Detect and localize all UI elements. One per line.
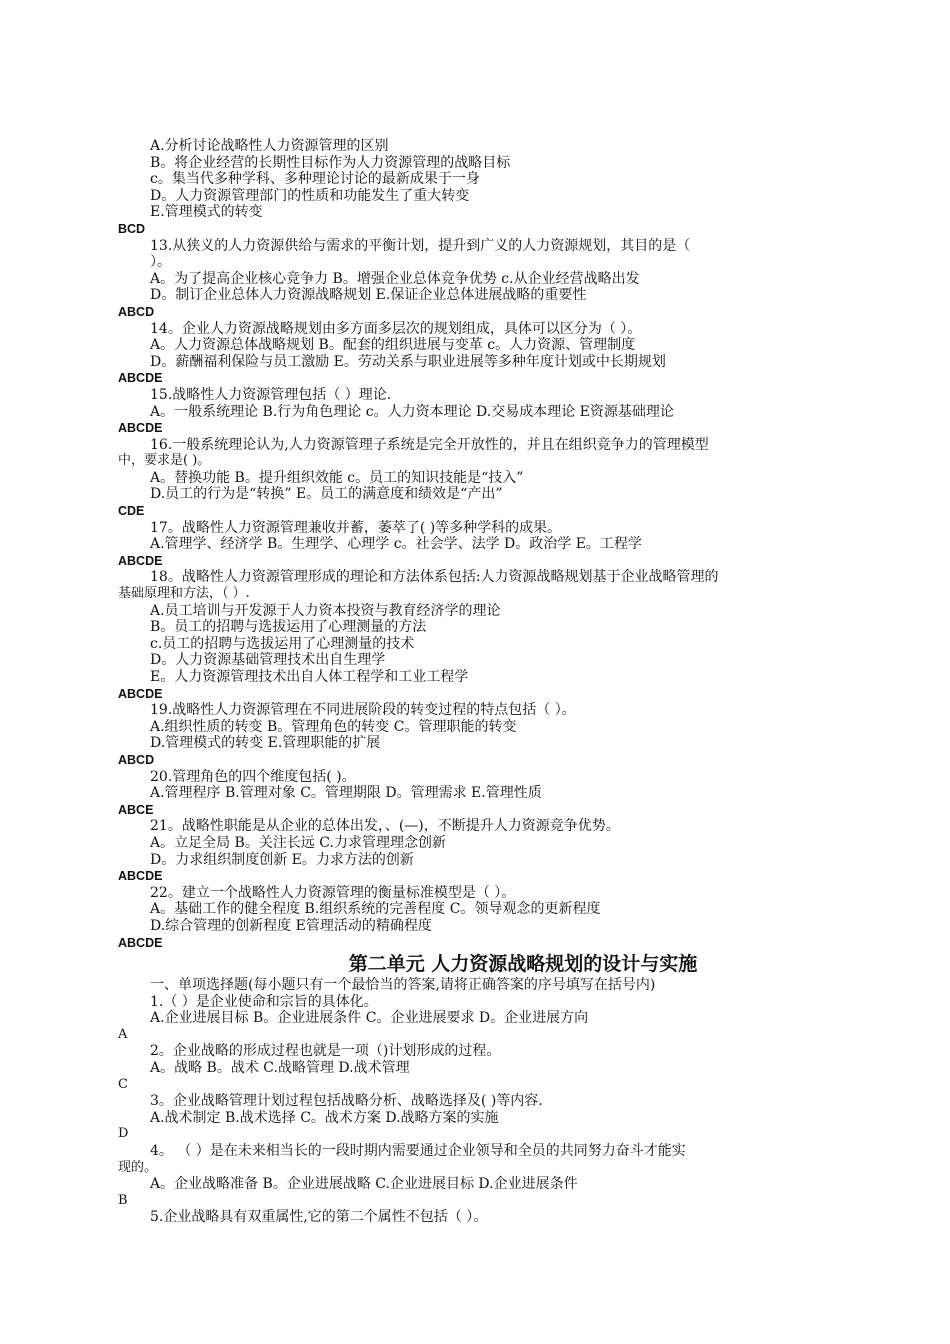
question-text: 19.战略性人力资源管理在不同进展阶段的转变过程的特点包括（ ）。 — [150, 702, 576, 719]
question-text: 1.（ ）是企业使命和宗旨的具体化。 — [150, 993, 378, 1010]
answer-key: ABCDE — [118, 371, 163, 386]
option-line: A.管理学、经济学 B。生理学、心理学 c。社会学、法学 D。政治学 E。工程学 — [150, 536, 642, 553]
option-line: E.管理模式的转变 — [150, 204, 263, 221]
option-line: D。薪酬福利保险与员工激励 E。劳动关系与职业进展等多种年度计划或中长期规划 — [150, 353, 666, 370]
answer-key: ABCDE — [118, 935, 163, 950]
answer-key: ABCDE — [118, 553, 163, 568]
section-heading: 第二单元 人力资源战略规划的设计与实施 — [348, 953, 698, 976]
question-text: 5.企业战略具有双重属性,它的第二个属性不包括（ ）。 — [150, 1209, 488, 1226]
answer-key: B — [118, 1192, 128, 1208]
question-text: 18。战略性人力资源管理形成的理论和方法体系包括:人力资源战略规划基于企业战略管理的 — [150, 569, 719, 586]
answer-key: 基础原理和方法，（ ）. — [118, 586, 250, 602]
answer-key: 中，要求是( )。 — [118, 453, 211, 469]
question-text: 2。企业战略的形成过程也就是一项（)计划形成的过程。 — [150, 1043, 501, 1060]
answer-key: ABCDE — [118, 686, 163, 701]
answer-key: ABCE — [118, 802, 154, 817]
answer-key: D — [118, 1126, 129, 1142]
option-line: A.员工培训与开发源于人力资本投资与教育经济学的理论 — [150, 602, 501, 619]
option-line: D.综合管理的创新程度 E管理活动的精确程度 — [150, 917, 432, 934]
question-text: 17。战略性人力资源管理兼收并蓄，萎萃了( )等多种学科的成果。 — [150, 519, 562, 536]
question-text: 3。企业战略管理计划过程包括战略分析、战略选择及( )等内容. — [150, 1093, 543, 1110]
option-line: A.管理程序 B.管理对象 C。管理期限 D。管理需求 E.管理性质 — [150, 785, 542, 802]
option-line: B。将企业经营的长期性目标作为人力资源管理的战略目标 — [150, 154, 511, 171]
question-text: 14。企业人力资源战略规划由多方面多层次的规划组成，具体可以区分为（ ）。 — [150, 320, 642, 337]
option-line: A。替换功能 B。提升组织效能 c。员工的知识技能是“技入” — [150, 469, 524, 486]
option-line: A。企业战略准备 B。企业进展战略 C.企业进展目标 D.企业进展条件 — [150, 1176, 578, 1193]
option-line: D。制订企业总体人力资源战略规划 E.保证企业总体进展战略的重要性 — [150, 287, 587, 304]
question-text: 13.从狭义的人力资源供给与需求的平衡计划，提升到广义的人力资源规划，其目的是（ — [150, 237, 691, 254]
option-line: D。力求组织制度创新 E。力求方法的创新 — [150, 851, 414, 868]
option-line: E。人力资源管理技术出自人体工程学和工业工程学 — [150, 669, 469, 685]
answer-key: BCD — [118, 221, 146, 236]
option-line: A.组织性质的转变 B。管理角色的转变 C。管理职能的转变 — [150, 718, 517, 735]
option-line: B。员工的招聘与选拔运用了心理测量的方法 — [150, 619, 427, 636]
answer-key: 现的。 — [118, 1159, 158, 1175]
option-line: A。战略 B。战术 C.战略管理 D.战术管理 — [150, 1060, 410, 1077]
option-line: c。集当代多种学科、多种理论讨论的最新成果于一身 — [150, 171, 480, 188]
answer-key: A — [118, 1026, 128, 1042]
question-text: 20.管理角色的四个维度包括( )。 — [150, 768, 356, 785]
question-text: 21。战略性职能是从企业的总体出发，、(—)，不断提升人力资源竞争优势。 — [150, 818, 620, 835]
answer-key: ABCDE — [118, 421, 163, 436]
option-line: A.分析讨论战略性人力资源管理的区别 — [150, 138, 389, 154]
option-line: ）。 — [150, 254, 171, 271]
option-line: D.员工的行为是“转换” E。员工的满意度和绩效是“产出” — [150, 486, 503, 503]
question-text: 16.一般系统理论认为,人力资源管理子系统是完全开放性的，并且在组织竞争力的管理模型 — [150, 436, 709, 453]
option-line: A。一般系统理论 B.行为角色理论 c。人力资本理论 D.交易成本理论 E资源基础理论 — [150, 403, 674, 420]
option-line: D。人力资源管理部门的性质和功能发生了重大转变 — [150, 187, 470, 204]
question-text: 22。建立一个战略性人力资源管理的衡量标准模型是（ ）。 — [150, 884, 516, 901]
question-text: 15.战略性人力资源管理包括（ ）理论. — [150, 386, 392, 403]
answer-key: ABCD — [118, 752, 155, 767]
answer-key: CDE — [118, 504, 145, 519]
option-line: A。人力资源总体战略规划 B。配套的组织进展与变革 c。人力资源、管理制度 — [150, 337, 636, 354]
option-line: A。为了提高企业核心竞争力 B。增强企业总体竞争优势 c.从企业经营战略出发 — [150, 270, 640, 287]
question-text: 一、单项选择题(每小题只有一个最恰当的答案,请将正确答案的序号填写在括号内) — [150, 977, 656, 994]
option-line: A。基础工作的健全程度 B.组织系统的完善程度 C。领导观念的更新程度 — [150, 901, 601, 918]
answer-key: ABCDE — [118, 869, 163, 884]
option-line: A.战术制定 B.战术选择 C。战术方案 D.战略方案的实施 — [150, 1109, 499, 1126]
option-line: D。人力资源基础管理技术出自生理学 — [150, 652, 386, 669]
option-line: A.企业进展目标 B。企业进展条件 C。企业进展要求 D。企业进展方向 — [150, 1010, 589, 1027]
question-text: 4。 （ ）是在未来相当长的一段时期内需要通过企业领导和全员的共同努力奋斗才能实 — [150, 1143, 686, 1160]
answer-key: ABCD — [118, 304, 155, 319]
document-body — [118, 138, 848, 1226]
option-line: c.员工的招聘与选拔运用了心理测量的技术 — [150, 635, 415, 652]
option-line: D.管理模式的转变 E.管理职能的扩展 — [150, 735, 381, 752]
answer-key: C — [118, 1076, 128, 1092]
option-line: A。立足全局 B。关注长远 C.力求管理理念创新 — [150, 834, 446, 851]
